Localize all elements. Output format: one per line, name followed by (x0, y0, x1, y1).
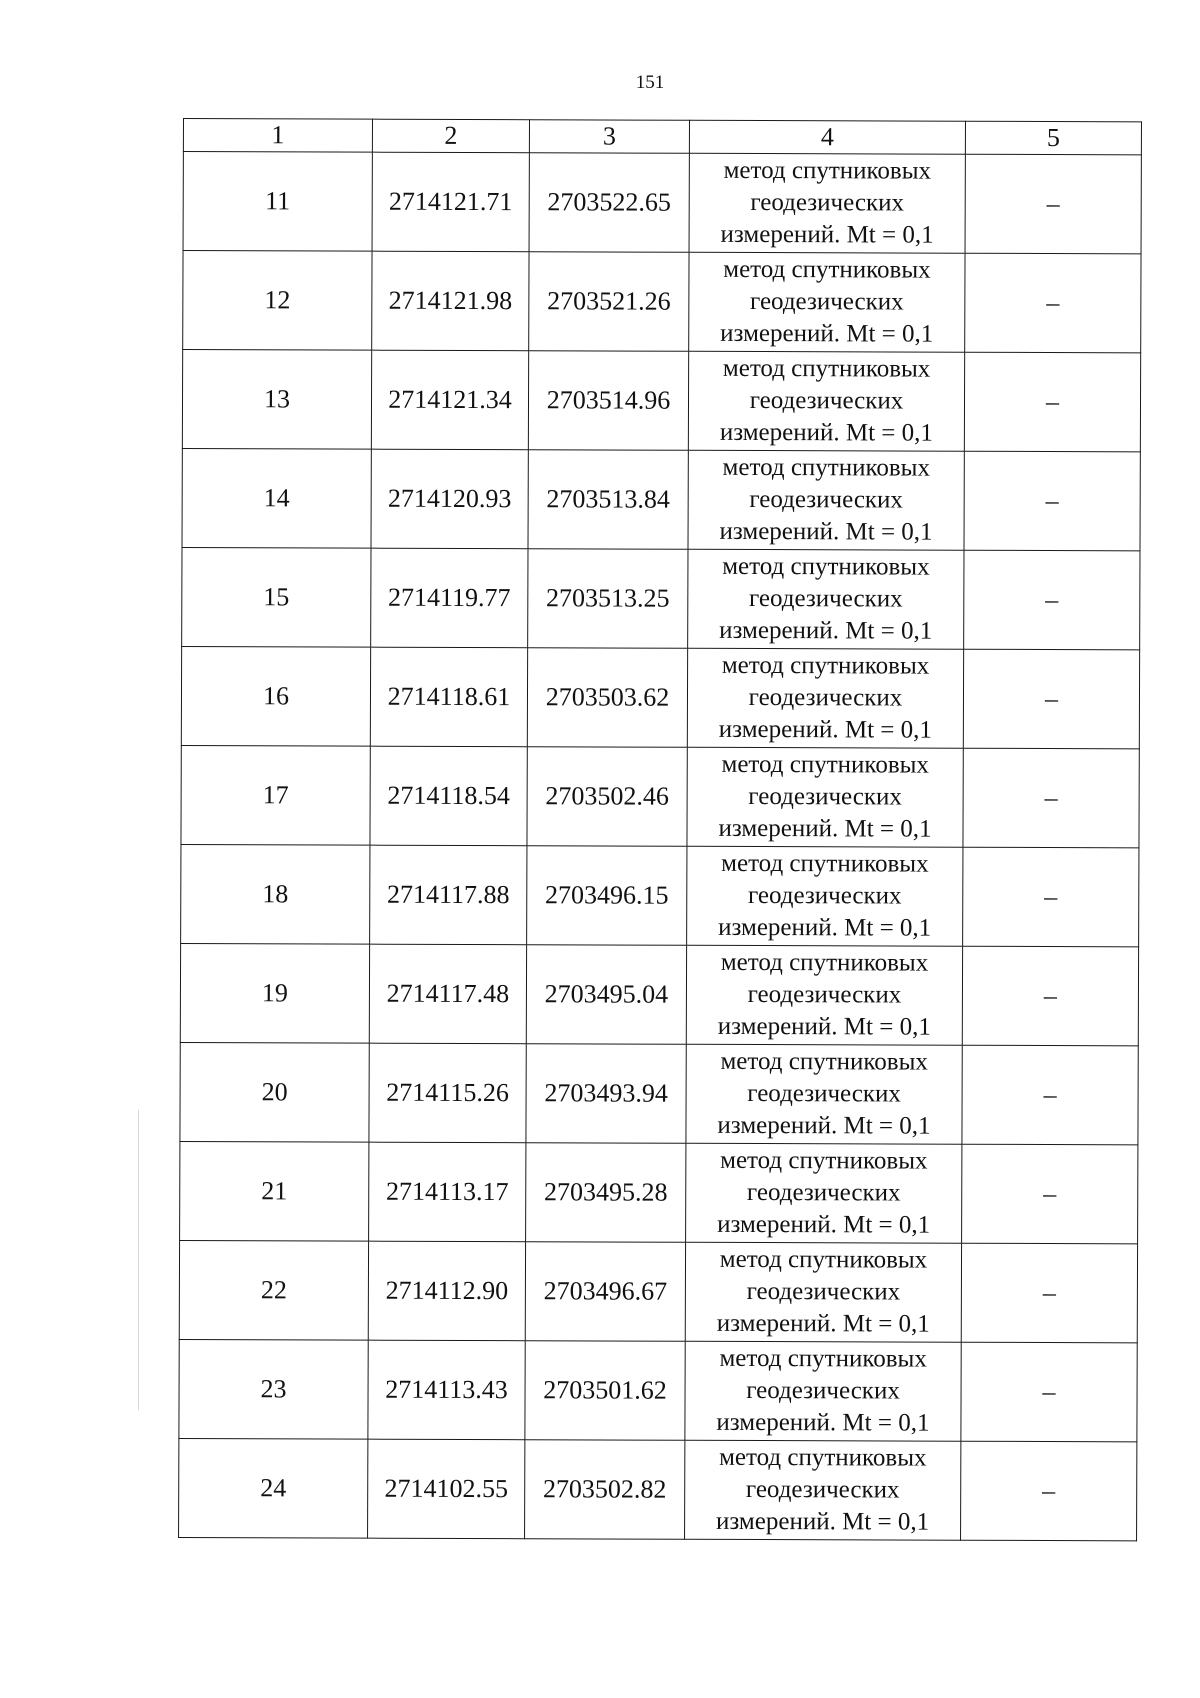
coord-y-cell: 2703513.84 (528, 450, 688, 550)
method-cell (686, 1044, 962, 1144)
method-line-3: измерений. Mt = 0,1 (717, 1210, 931, 1239)
coord-x-cell: 2714113.43 (368, 1340, 525, 1440)
method-line-1: метод спутниковых (721, 750, 929, 779)
method-line-3: измерений. Mt = 0,1 (719, 616, 933, 645)
note-cell: – (965, 253, 1141, 353)
method-line-1: метод спутниковых (720, 948, 929, 977)
coord-y-cell: 2703514.96 (528, 351, 688, 451)
method-line-3: измерений. Mt = 0,1 (717, 1012, 931, 1041)
method-cell (685, 1341, 961, 1441)
method-line-2: геодезических (745, 1475, 900, 1504)
method-cell (686, 945, 962, 1045)
page-header (0, 72, 1200, 94)
note-cell: – (962, 1144, 1138, 1244)
header-col-1: 1 (183, 119, 372, 153)
method-line-3: измерений. Mt = 0,1 (718, 715, 932, 744)
method-cell (689, 153, 965, 253)
method-line-2: геодезических (750, 188, 905, 217)
table-row (181, 745, 1139, 847)
method-cell (688, 450, 964, 550)
coord-x-cell: 2714117.48 (369, 944, 526, 1044)
table-row (181, 844, 1139, 946)
method-line-1: метод спутниковых (722, 354, 931, 383)
point-number-cell: 16 (181, 646, 370, 746)
method-line-1: метод спутниковых (719, 1443, 927, 1472)
method-cell (686, 1143, 962, 1243)
method-line-1: метод спутниковых (720, 1047, 928, 1076)
point-number-cell: 24 (179, 1438, 368, 1538)
note-cell: – (962, 946, 1138, 1046)
note-cell: – (961, 1243, 1137, 1343)
table-header (183, 119, 1141, 155)
method-line-1: метод спутниковых (721, 651, 930, 680)
point-number-cell: 18 (181, 844, 370, 944)
coord-y-cell: 2703502.46 (527, 747, 687, 847)
table-row (183, 152, 1141, 254)
coord-y-cell: 2703501.62 (525, 1341, 685, 1441)
method-line-1: метод спутниковых (722, 453, 931, 482)
coordinates-table (178, 118, 1142, 1541)
table-row (182, 448, 1140, 550)
method-cell (688, 351, 964, 451)
method-line-2: геодезических (747, 881, 902, 910)
coord-y-cell: 2703493.94 (526, 1044, 686, 1144)
method-line-3: измерений. Mt = 0,1 (717, 1111, 931, 1140)
method-cell (687, 846, 963, 946)
point-number-cell: 20 (180, 1042, 369, 1142)
method-line-1: метод спутниковых (720, 1146, 928, 1175)
note-cell: – (965, 154, 1141, 254)
point-number-cell: 17 (181, 745, 370, 845)
coord-x-cell: 2714118.61 (370, 647, 527, 747)
method-line-2: геодезических (748, 683, 903, 712)
header-row (183, 119, 1141, 155)
table-row (179, 1240, 1137, 1342)
note-cell: – (963, 748, 1139, 848)
method-line-3: измерений. Mt = 0,1 (718, 913, 932, 942)
note-cell: – (964, 550, 1140, 650)
method-line-1: метод спутниковых (723, 156, 932, 185)
coord-x-cell: 2714112.90 (368, 1241, 525, 1341)
table-body (179, 152, 1142, 1541)
table-row (180, 943, 1138, 1045)
scan-artifact-line (138, 1110, 139, 1410)
method-line-1: метод спутниковых (721, 849, 929, 878)
method-cell (687, 648, 963, 748)
method-line-1: метод спутниковых (719, 1344, 927, 1373)
method-line-2: геодезических (747, 1079, 901, 1108)
method-line-2: геодезических (746, 1277, 901, 1306)
table-row (180, 1141, 1138, 1243)
method-line-1: метод спутниковых (722, 552, 930, 581)
table-row (181, 646, 1139, 748)
method-line-3: измерений. Mt = 0,1 (720, 319, 934, 348)
point-number-cell: 14 (182, 448, 371, 548)
point-number-cell: 19 (180, 943, 369, 1043)
coord-y-cell: 2703496.67 (525, 1242, 685, 1342)
coord-y-cell: 2703513.25 (528, 549, 688, 649)
point-number-cell: 22 (179, 1240, 368, 1340)
note-cell: – (962, 1045, 1138, 1145)
coord-x-cell: 2714117.88 (370, 845, 527, 945)
point-number-cell: 11 (183, 152, 372, 252)
header-col-5: 5 (965, 121, 1141, 155)
method-line-3: измерений. Mt = 0,1 (719, 517, 933, 546)
header-col-2: 2 (372, 119, 529, 153)
method-line-2: геодезических (746, 1178, 901, 1207)
method-line-3: измерений. Mt = 0,1 (716, 1309, 930, 1338)
coord-y-cell: 2703502.82 (525, 1440, 685, 1540)
method-line-3: измерений. Mt = 0,1 (719, 418, 933, 447)
note-cell: – (964, 451, 1140, 551)
method-cell (689, 252, 965, 352)
coord-x-cell: 2714120.93 (371, 449, 528, 549)
method-line-3: измерений. Mt = 0,1 (720, 220, 934, 249)
method-line-2: геодезических (749, 485, 904, 514)
coord-y-cell: 2703521.26 (529, 252, 689, 352)
note-cell: – (963, 649, 1139, 749)
coord-x-cell: 2714121.98 (372, 251, 529, 351)
coord-x-cell: 2714121.34 (371, 350, 528, 450)
coord-y-cell: 2703503.62 (527, 648, 687, 748)
method-line-1: метод спутниковых (723, 255, 931, 284)
coord-x-cell: 2714113.17 (369, 1142, 526, 1242)
method-line-2: геодезических (748, 584, 903, 613)
header-col-3: 3 (529, 120, 689, 154)
coord-x-cell: 2714119.77 (371, 548, 528, 648)
coord-y-cell: 2703495.28 (526, 1143, 686, 1243)
method-line-3: измерений. Mt = 0,1 (718, 814, 932, 843)
method-cell (687, 747, 963, 847)
point-number-cell: 12 (183, 251, 372, 351)
note-cell: – (963, 847, 1139, 947)
note-cell: – (964, 352, 1140, 452)
method-line-2: геодезических (749, 386, 904, 415)
coord-y-cell: 2703522.65 (529, 153, 689, 253)
method-line-2: геодезических (747, 980, 902, 1009)
table-row (182, 350, 1140, 452)
table-row (182, 547, 1140, 649)
table-row (179, 1438, 1137, 1540)
method-line-1: метод спутниковых (719, 1245, 928, 1274)
method-line-2: геодезических (748, 782, 902, 811)
point-number-cell: 13 (182, 350, 371, 450)
coord-y-cell: 2703496.15 (527, 846, 687, 946)
method-line-2: геодезических (746, 1376, 900, 1405)
point-number-cell: 21 (180, 1141, 369, 1241)
coord-x-cell: 2714115.26 (369, 1043, 526, 1143)
point-number-cell: 23 (179, 1339, 368, 1439)
point-number-cell: 15 (182, 547, 371, 647)
coord-x-cell: 2714121.71 (372, 152, 529, 252)
header-col-4: 4 (689, 120, 965, 154)
table-row (180, 1042, 1138, 1144)
page-number: 151 (635, 72, 665, 93)
method-line-3: измерений. Mt = 0,1 (716, 1408, 930, 1437)
method-cell (685, 1440, 961, 1540)
method-cell (688, 549, 964, 649)
method-line-3: измерений. Mt = 0,1 (716, 1507, 930, 1536)
table-row (183, 251, 1141, 353)
table-row (179, 1339, 1137, 1441)
note-cell: – (961, 1441, 1137, 1541)
coord-y-cell: 2703495.04 (526, 945, 686, 1045)
coord-x-cell: 2714102.55 (368, 1439, 525, 1539)
method-line-2: геодезических (750, 287, 904, 316)
method-cell (685, 1242, 961, 1342)
coord-x-cell: 2714118.54 (370, 746, 527, 846)
note-cell: – (961, 1342, 1137, 1442)
